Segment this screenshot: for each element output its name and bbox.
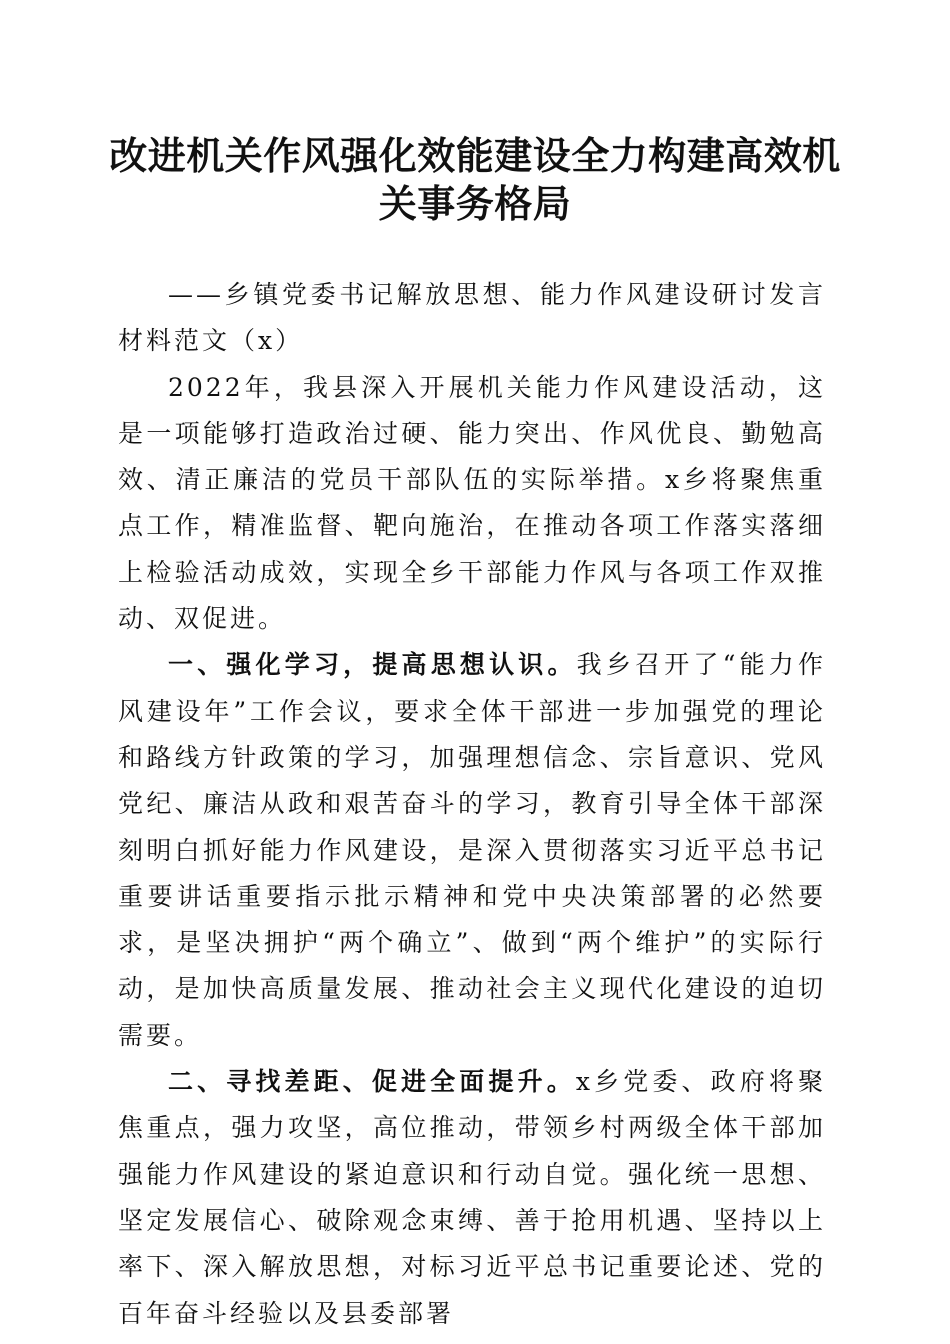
section-heading-1: 一、强化学习，提高思想认识。 <box>168 650 577 680</box>
section-heading-2: 二、寻找差距、促进全面提升。 <box>168 1067 576 1097</box>
document-subtitle: ——乡镇党委书记解放思想、能力作风建设研讨发言材料范文（x） <box>118 280 826 356</box>
section-paragraph-2 <box>118 1059 826 1337</box>
section-paragraph-1 <box>118 642 826 1059</box>
document-title: 改进机关作风强化效能建设全力构建高效机关事务格局 <box>109 133 841 226</box>
document-body <box>118 272 826 1337</box>
intro-paragraph: 2022年，我县深入开展机关能力作风建设活动，这是一项能够打造政治过硬、能力突出、作风优良、勤勉高效、清正廉洁的党员干部队伍的实际举措。x乡将聚焦重点工作，精准监督、靶向施治，在推动各项工作落实落细上检验活动成效，实现全乡干部能力作风与各项工作双推动、双促进。 <box>118 372 826 634</box>
section-text-2: x乡党委、政府将聚焦重点，强力攻坚，高位推动，带领乡村两级全体干部加强能力作风建设的紧迫意识和行动自觉。强化统一思想、坚定发展信心、破除观念束缚、善于抢用机遇、坚持以上率下、深入解放思想，对标习近平总书记重要论述、党的百年奋斗经验以及县委部署 <box>118 1067 826 1328</box>
section-text-1: 我乡召开了“能力作风建设年”工作会议，要求全体干部进一步加强党的理论和路线方针政策的学习，加强理想信念、宗旨意识、党风党纪、廉洁从政和艰苦奋斗的学习，教育引导全体干部深刻明白抓好能力作风建设，是深入贯彻落实习近平总书记重要讲话重要指示批示精神和党中央决策部署的必然要求，是坚决拥护“两个确立”、做到“两个维护”的实际行动，是加快高质量发展、推动社会主义现代化建设的迫切需要。 <box>118 650 826 1050</box>
